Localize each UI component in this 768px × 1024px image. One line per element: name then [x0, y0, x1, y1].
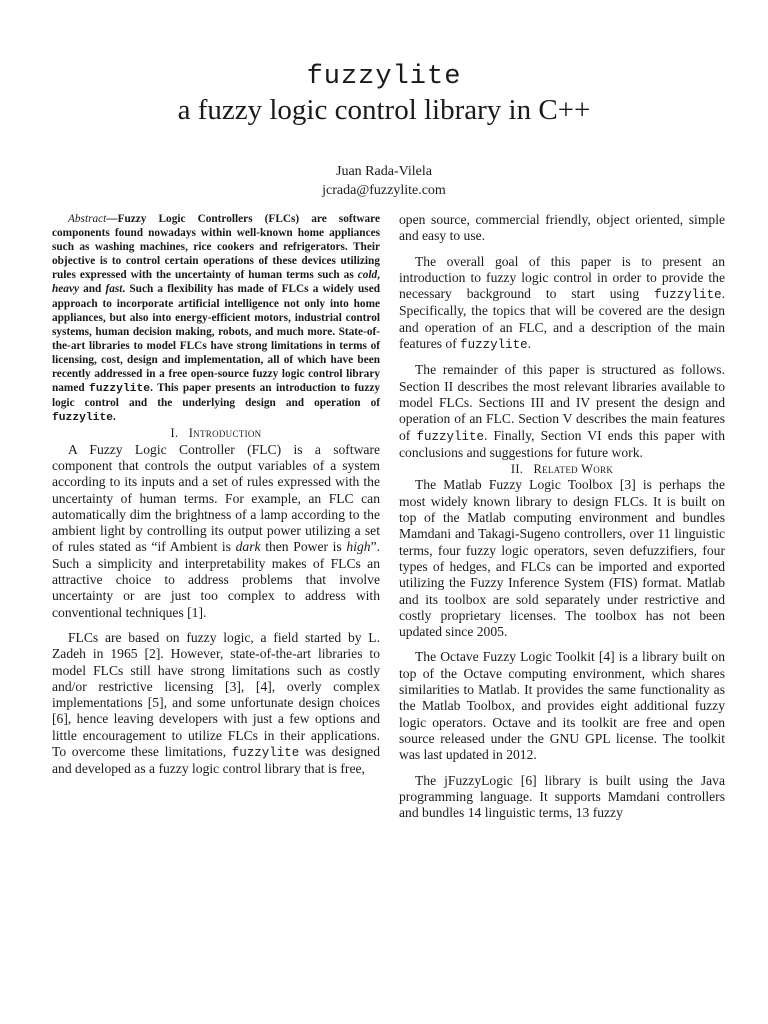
- paragraph: The overall goal of this paper is to present an introduction to fuzzy logic control in order to provide the necessary background to start using fuzzylite. Specifically, the topics that will be covered are the design and operation of an FLC, and a description of the main features of fuzzylite.: [399, 253, 725, 353]
- right-column: [399, 212, 725, 821]
- section-heading-related-work: II. Related Work: [510, 462, 614, 477]
- paper-title: a fuzzy logic control library in C++: [177, 94, 591, 126]
- author-name: Juan Rada-Vilela: [336, 164, 432, 179]
- left-column: [52, 212, 380, 778]
- title-code: fuzzylite: [306, 62, 462, 92]
- paragraph: The Octave Fuzzy Logic Toolkit [4] is a library built on top of the Octave computing environment, which shares similarities to Matlab. It provides the same functionality as the Matlab Toolbox, and provides eight additional fuzzy logic operators. Octave and its toolkit are free and open source released under the GNU GPL license. The toolkit was last updated in 2012.: [399, 649, 725, 763]
- paragraph: FLCs are based on fuzzy logic, a field started by L. Zadeh in 1965 [2]. However, state-of-the-art libraries to model FLCs still have strong limitations such as costly and/or restrictive licensing [3], [4], overly complex implementations [5], and some unfortunate design choices [6], hence leaving developers with just a few options and little encouragement to utilize FLCs in their applications. To overcome these limitations, fuzzylite was designed and developed as a fuzzy logic control library that is free,: [52, 629, 380, 777]
- paragraph: A Fuzzy Logic Controller (FLC) is a software component that controls the output variables of a system according to its inputs and a set of rules expressed with the uncertainty of human terms. For example, an FLC can automatically dim the brightness of a lamp according to the ambient light by controlling its output power utilizing a set of rules stated as “if Ambient is dark then Power is high”. Such a simplicity and interpretability makes of FLCs an attractive choice to address problems that involve uncertainty or are just too complex to address with conventional techniques [1].: [52, 441, 380, 620]
- abstract: Abstract—Fuzzy Logic Controllers (FLCs) are software components found nowadays within well-known home appliances such as washing machines, rice cookers and refrigerators. Their objective is to control certain operations of these devices utilizing rules expressed with the uncertainty of human terms such as cold, heavy and fast. Such a flexibility has made of FLCs a widely used approach to incorporate artificial intelligence not only into home appliances, but also into energy-efficient motors, industrial control systems, human decision making, robots, and much more. State-of-the-art libraries to model FLCs have strong limitations in terms of licensing, cost, design and implementation, all of which have been recently addressed in a free open-source fuzzy logic control library named fuzzylite. This paper presents an introduction to fuzzy logic control and the underlying design and operation of fuzzylite.: [52, 213, 380, 425]
- paragraph: The Matlab Fuzzy Logic Toolbox [3] is perhaps the most widely known library to design FLCs. It is built on top of the Matlab computing environment and bundles Mamdani and Takagi-Sugeno controllers, over 11 linguistic terms, four fuzzy logic operators, seven defuzzifiers, four types of hedges, and FLCs can be imported and exported utilizing the Fuzzy Inference System (FIS) format. Matlab and its toolbox are sold separately under restrictive and costly proprietary licenses. The toolbox has not been updated since 2005.: [399, 477, 725, 640]
- paragraph: open source, commercial friendly, object oriented, simple and easy to use.: [399, 212, 725, 244]
- author-email: jcrada@fuzzylite.com: [322, 183, 446, 198]
- paragraph: The jFuzzyLogic [6] library is built using the Java programming language. It supports Mamdani controllers and bundles 14 linguistic terms, 13 fuzzy: [399, 772, 725, 821]
- paragraph: The remainder of this paper is structured as follows. Section II describes the most relevant libraries available to model FLCs. Sections III and IV present the design and operation of an FLC. Section V describes the main features of fuzzylite. Finally, Section VI ends this paper with conclusions and suggestions for future work.: [399, 362, 725, 460]
- section-heading-introduction: I. Introduction: [170, 426, 262, 441]
